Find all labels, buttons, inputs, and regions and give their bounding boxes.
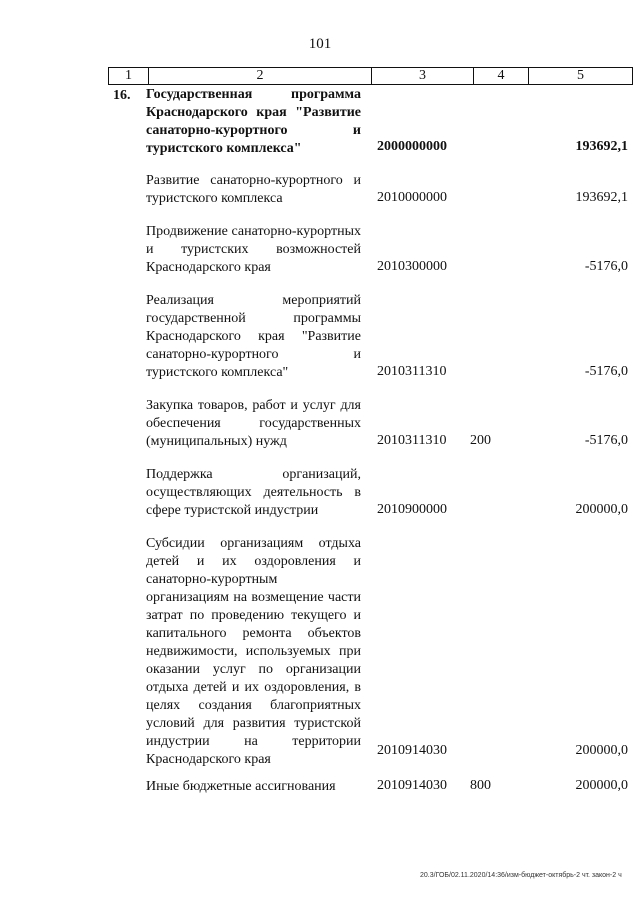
row-amount: 200000,0 [575,778,628,793]
row-code: 2010311310 [377,433,447,448]
row-description: Реализация мероприятий государственной программы Краснодарского края "Развитие санаторно-курортного и туристского комплекса" [146,293,361,380]
row-amount: -5176,0 [584,364,628,379]
page-number: 101 [308,36,332,52]
header-col-3: 3 [372,68,474,84]
header-col-2: 2 [149,68,372,84]
row-description: Государственная программа Краснодарского края "Развитие санаторно-курортного и туристского комплекса" [146,87,361,156]
table-header [108,67,633,85]
row-description: Иные бюджетные ассигнования [146,779,336,794]
row-amount: 193692,1 [575,190,628,205]
row-code: 2010914030 [377,778,447,793]
row-code: 2010311310 [377,364,447,379]
row-code: 2010914030 [377,743,447,758]
row-description: Закупка товаров, работ и услуг для обеспечения государственных (муниципальных) нужд [146,398,361,449]
row-code: 2010000000 [377,190,447,205]
row-description: Развитие санаторно-курортного и туристского комплекса [146,173,361,206]
row-description: Поддержка организаций, осуществляющих деятельность в сфере туристской индустрии [146,467,361,518]
row-description: Продвижение санаторно-курортных и туристских возможностей Краснодарского края [146,224,361,275]
row-vr: 200 [470,433,491,448]
section-number: 16. [113,88,131,103]
row-amount: 200000,0 [575,743,628,758]
header-col-4: 4 [474,68,529,84]
row-amount: 200000,0 [575,502,628,517]
row-code: 2000000000 [377,139,447,154]
row-amount: -5176,0 [584,259,628,274]
footer-stamp: 20.3/ГОБ/02.11.2020/14:36/изм-бюджет-октябрь-2 чт. закон-2 ч [420,872,622,879]
row-code: 2010300000 [377,259,447,274]
row-amount: 193692,1 [575,139,628,154]
row-vr: 800 [470,778,491,793]
header-col-1: 1 [109,68,149,84]
row-code: 2010900000 [377,502,447,517]
row-description: Субсидии организациям отдыха детей и их оздоровления и санаторно-курортным организациям на возмещение части затрат по проведению текущего и капитального ремонта объектов недвижимости, используемых при оказании услуг по организации отдыха детей и их оздоровления, в целях создания благоприятных условий для развития туристской индустрии на территории Краснодарского края [146,536,361,767]
row-amount: -5176,0 [584,433,628,448]
header-col-5: 5 [577,68,584,83]
